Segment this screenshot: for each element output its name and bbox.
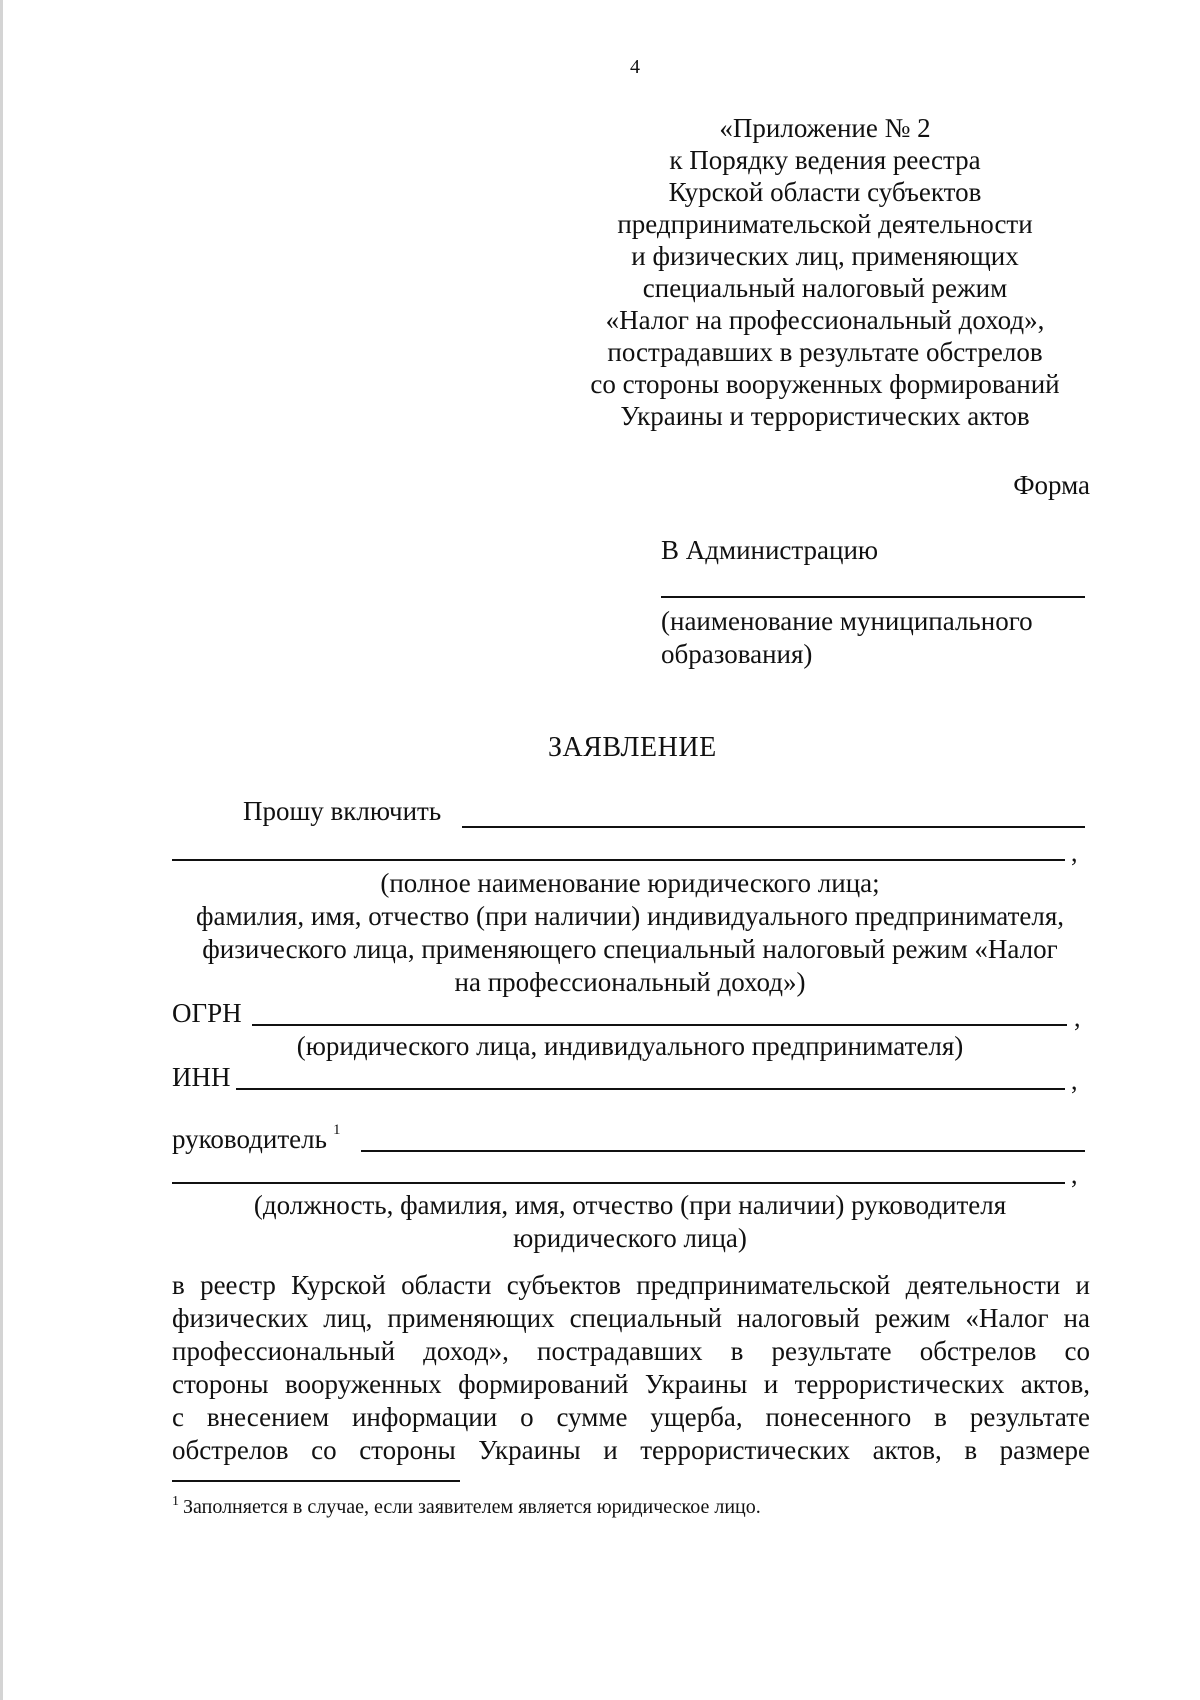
annex-line: пострадавших в результате обстрелов — [607, 337, 1043, 367]
caption-line: фамилия, имя, отчество (при наличии) индивидуального предпринимателя, — [195, 901, 1065, 931]
annex-line: Украины и террористических актов — [620, 401, 1030, 431]
caption-line: (наименование муниципального — [661, 606, 1033, 636]
comma: , — [1071, 1160, 1078, 1189]
caption-line: физического лица, применяющего специальный налоговый режим «Налог — [202, 934, 1058, 964]
entity-name-field-continued[interactable] — [172, 859, 1065, 861]
footnote-separator — [172, 1480, 460, 1482]
body-line: с внесением информации о сумме ущерба, понесенного в результате — [172, 1402, 1090, 1432]
footnote-text: Заполняется в случае, если заявителем является юридическое лицо. — [183, 1496, 761, 1518]
comma: , — [1074, 1003, 1081, 1032]
ogrn-caption — [170, 1030, 1090, 1063]
footnote-mark: 1 — [172, 1494, 179, 1509]
comma: , — [1071, 1066, 1078, 1095]
body-line: стороны вооруженных формирований Украины и террористических актов, — [172, 1369, 1090, 1399]
caption-line: образования) — [661, 639, 813, 669]
footnote-reference: 1 — [332, 1122, 341, 1138]
annex-header — [560, 112, 1090, 432]
annex-line: со стороны вооруженных формирований — [590, 369, 1060, 399]
ogrn-label: ОГРН — [172, 998, 242, 1028]
head-field-continued[interactable] — [172, 1182, 1065, 1184]
entity-caption — [170, 867, 1090, 999]
head-caption — [170, 1189, 1090, 1255]
annex-line: «Приложение № 2 — [719, 113, 931, 143]
body-line: физических лиц, применяющих специальный налоговый режим «Налог на — [172, 1303, 1090, 1333]
caption-line: (должность, фамилия, имя, отчество (при наличии) руководителя — [253, 1190, 1007, 1220]
annex-line: «Налог на профессиональный доход», — [605, 305, 1045, 335]
annex-line: к Порядку ведения реестра — [669, 145, 981, 175]
caption-line: (юридического лица, индивидуального предпринимателя) — [296, 1031, 964, 1061]
entity-name-field[interactable] — [462, 826, 1085, 828]
inn-label: ИНН — [172, 1062, 231, 1092]
municipality-caption — [661, 605, 1101, 671]
annex-line: Курской области субъектов — [668, 177, 982, 207]
annex-line: предпринимательской деятельности — [617, 209, 1033, 239]
scan-edge — [0, 0, 3, 1700]
page-number: 4 — [630, 56, 640, 78]
municipality-name-field[interactable] — [661, 596, 1085, 598]
ogrn-field[interactable] — [252, 1024, 1067, 1026]
body-line: профессиональный доход», пострадавших в результате обстрелов со — [172, 1336, 1090, 1366]
form-label: Форма — [1013, 470, 1090, 500]
annex-line: специальный налоговый режим — [642, 273, 1008, 303]
addressee-label: В Администрацию — [661, 535, 879, 565]
footnote — [172, 1496, 761, 1519]
include-label: Прошу включить — [243, 796, 442, 826]
caption-line: на профессиональный доход») — [454, 967, 806, 997]
document-title: ЗАЯВЛЕНИЕ — [548, 732, 717, 763]
head-label-text: руководитель — [172, 1124, 327, 1154]
body-line: в реестр Курской области субъектов предпринимательской деятельности и — [172, 1270, 1090, 1300]
head-field[interactable] — [361, 1150, 1085, 1152]
inn-field[interactable] — [236, 1088, 1065, 1090]
comma: , — [1071, 838, 1078, 867]
caption-line: юридического лица) — [513, 1223, 747, 1253]
body-paragraph — [172, 1269, 1090, 1467]
annex-line: и физических лиц, применяющих — [631, 241, 1019, 271]
head-label — [172, 1124, 340, 1155]
body-line: обстрелов со стороны Украины и террористических актов, в размере — [172, 1435, 1090, 1465]
caption-line: (полное наименование юридического лица; — [380, 868, 880, 898]
